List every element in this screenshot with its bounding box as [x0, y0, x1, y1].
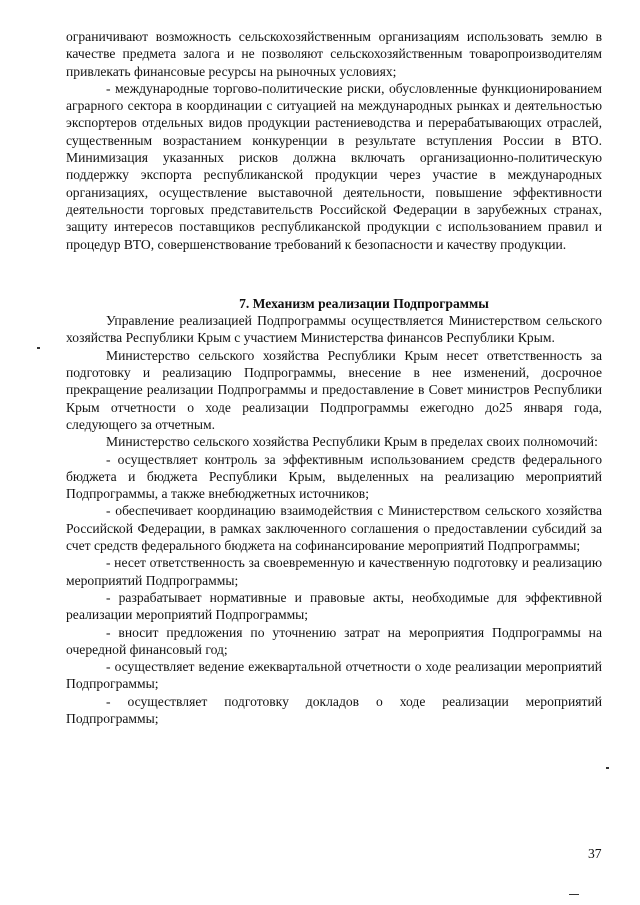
list-item-2: - обеспечивает координацию взаимодействия с Министерством сельского хозяйства Российской Федерации, в рамках заключенного соглашения о предоставлении субсидий за счет средств федерального бюджета на софинансирование мероприятий Подпрограммы;: [66, 503, 602, 554]
scan-speck: [569, 894, 579, 895]
section-heading: 7. Механизм реализации Подпрограммы: [239, 295, 489, 311]
list-item-6: - осуществляет ведение ежеквартальной отчетности о ходе реализации мероприятий Подпрограммы;: [66, 659, 602, 692]
section-paragraph-1: Управление реализацией Подпрограммы осуществляется Министерством сельского хозяйства Республики Крым с участием Министерства финансов Республики Крым.: [66, 313, 602, 346]
section-gap: [66, 253, 602, 295]
scan-speck: [606, 767, 609, 769]
list-item-7: - осуществляет подготовку докладов о ходе реализации мероприятий Подпрограммы;: [66, 693, 602, 726]
list-item-4: - разрабатывает нормативные и правовые акты, необходимые для эффективной реализации мероприятий Подпрограммы;: [66, 589, 602, 623]
section-paragraph-2: Министерство сельского хозяйства Республики Крым несет ответственность за подготовку и реализацию Подпрограммы, внесение в нее изменений, досрочное прекращение реализации Подпрограммы и предоставление в Совет министров Республики Крым отчетности о ходе реализации Подпрограммы ежегодно до25 января года, следующего за отчетным.: [66, 347, 602, 432]
paragraph-1: ограничивают возможность сельскохозяйственным организациям использовать землю в качестве предмета залога и не позволяют сельскохозяйственным товаропроизводителям привлекать финансовые ресурсы на рыночных условиях;: [66, 29, 602, 79]
list-item-1: - осуществляет контроль за эффективным использованием средств федерального бюджета и бюджета Республики Крым, выделенных на реализацию мероприятий Подпрограммы, а также внебюджетных источников;: [66, 451, 602, 502]
paragraph-2: - международные торгово-политические риски, обусловленные функционированием аграрного сектора в координации с ситуацией на международных рынках и деятельностью экспортеров отдельных видов продукции растениеводства и перерабатывающих отраслей, существенным возрастанием конкуренции в результате вступления России в ВТО. Минимизация указанных рисков должна включать организационно-политическую поддержку экспорта республиканской продукции через участие в международных организациях, осуществление выставочной деятельности, повышение эффективности деятельности торговых представительств Российской Федерации в зарубежных странах, защиту интересов поставщиков республиканской продукции с использованием правил и процедур ВТО, совершенствование требований к безопасности и качеству продукции.: [66, 80, 602, 252]
section-paragraph-3: Министерство сельского хозяйства Республики Крым в пределах своих полномочий:: [106, 434, 598, 450]
list-item-3: - несет ответственность за своевременную и качественную подготовку и реализацию мероприятий Подпрограммы;: [66, 555, 602, 588]
document-page: [66, 28, 602, 727]
scan-speck: [37, 347, 40, 349]
page-number: 37: [588, 846, 602, 861]
list-item-5: - вносит предложения по уточнению затрат на мероприятия Подпрограммы на очередной финансовый год;: [66, 624, 602, 657]
